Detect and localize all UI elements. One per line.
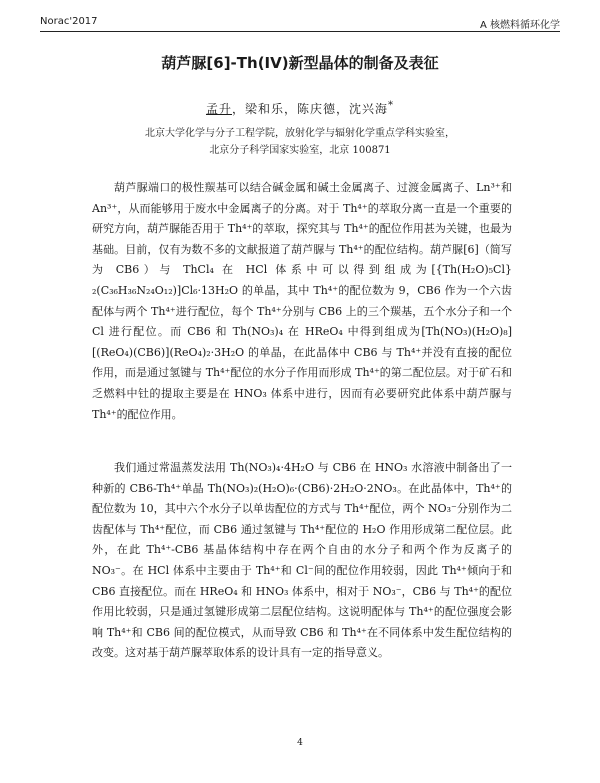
conference-label: Norac'2017 xyxy=(40,16,98,27)
page-number: 4 xyxy=(297,738,303,748)
co-authors: ，梁和乐，陈庆德，沈兴海 xyxy=(232,102,389,116)
corresponding-mark: * xyxy=(388,100,395,111)
affiliation-line-2: 北京分子科学国家实验室，北京 100871 xyxy=(209,145,391,156)
running-header xyxy=(40,16,560,32)
body-paragraph-2: 我们通过常温蒸发法用 Th(NO₃)₄·4H₂O 与 CB6 在 HNO₃ 水溶液中制备出了一种新的 CB6-Th⁴⁺单晶 Th(NO₃)₂(H₂O)₆·(CB6)·2H₂O·2NO₃。在此晶体中，Th⁴⁺的配位数为 10，其中六个水分子以单齿配位的方式与 Th⁴⁺配位，两个 NO₃⁻分别作为二齿配体与 Th⁴⁺配位，而 CB6 通过氢键与 Th⁴⁺配位的 H₂O 作用形成第二配位层。此外，在此 Th⁴⁺-CB6 基晶体结构中存在两个自由的水分子和两个作为反离子的 NO₃⁻。在 HCl 体系中主要由于 Th⁴⁺和 Cl⁻间的配位作用较弱，因此 Th⁴⁺倾向于和 CB6 直接配位。而在 HReO₄ 和 HNO₃ 体系中，相对于 NO₃⁻，CB6 与 Th⁴⁺的配位作用比较弱，只是通过氢键形成第二层配位结构。这说明配体与 Th⁴⁺的配位强度会影响 Th⁴⁺和 CB6 间的配位模式，从而导致 CB6 和 Th⁴⁺在不同体系中发生配位结构的改变。这对基于葫芦脲萃取体系的设计具有一定的指导意义。 xyxy=(92,461,512,660)
author-line xyxy=(0,100,600,117)
affiliation-line-1: 北京大学化学与分子工程学院，放射化学与辐射化学重点学科实验室， xyxy=(145,128,455,139)
paper-title: 葫芦脲[6]-Th(IV)新型晶体的制备及表征 xyxy=(161,54,439,72)
header-rule xyxy=(40,31,560,32)
body-paragraph-1: 葫芦脲端口的极性羰基可以结合碱金属和碱土金属离子、过渡金属离子、Ln³⁺和 An³⁺，从而能够用于废水中金属离子的分离。对于 Th⁴⁺的萃取分离一直是一个重要的研究方向，葫芦脲能否用于 Th⁴⁺的萃取，探究其与 Th⁴⁺的配位作用甚为关键，也最为基础。目前，仅有为数不多的文献报道了葫芦脲与 Th⁴⁺的配位结构。葫芦脲[6]（简写为 CB6）与 ThCl₄ 在 HCl 体系中可以得到组成为[{Th(H₂O)₅Cl}₂(C₃₆H₃₆N₂₄O₁₂)]Cl₆·13H₂O 的单晶，其中 Th⁴⁺的配位数为 9，CB6 作为一个六齿配体与两个 Th⁴⁺进行配位，每个 Th⁴⁺分别与 CB6 上的三个羰基，五个水分子和一个 Cl 进行配位。而 CB6 和 Th(NO₃)₄ 在 HReO₄ 中得到组成为[Th(NO₃)(H₂O)₈][(ReO₄)(CB6)](ReO₄)₂·3H₂O 的单晶，在此晶体中 CB6 与 Th⁴⁺并没有直接的配位作用，而是通过氢键与 Th⁴⁺配位的水分子作用而形成 Th⁴⁺的第二配位层。对于矿石和乏燃料中钍的提取主要是在 HNO₃ 体系中进行，因而有必要研究此体系中葫芦脲与 Th⁴⁺的配位作用。 xyxy=(92,181,512,421)
presenting-author: 孟升 xyxy=(205,102,232,116)
section-label: A 核燃料循环化学 xyxy=(479,20,560,31)
